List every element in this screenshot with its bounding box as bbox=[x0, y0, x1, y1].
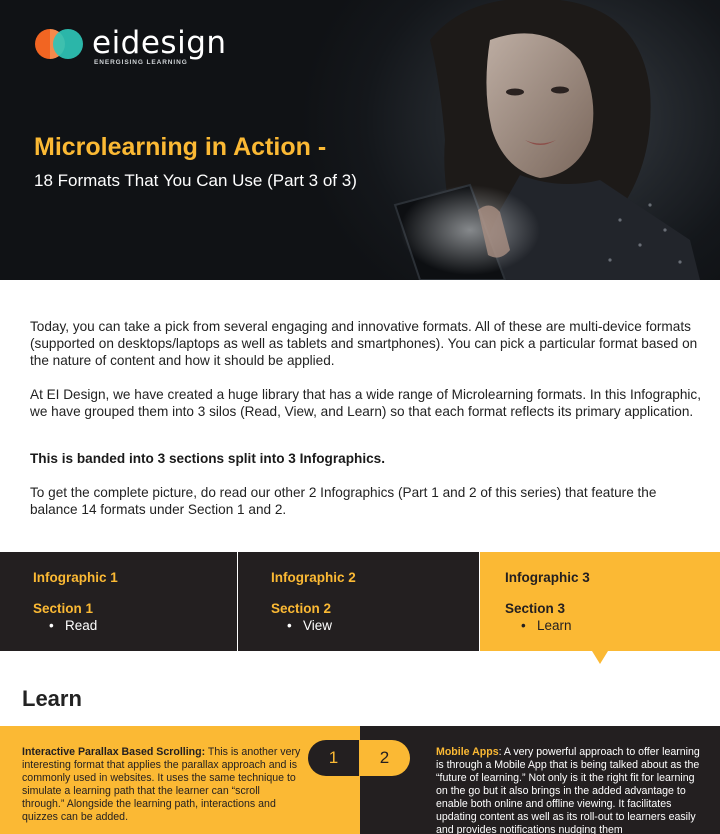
format-2-body: : A very powerful approach to offer learning is through a Mobile App that is being talked about as the “future of learning.” Not only is it the right fit for learning on the go but it also brings in the added advantage to enable both online and offline viewing. It facilitates updating content as well as its roll-out to learners easily and provides notifications nudging them bbox=[436, 746, 700, 834]
format-2-description bbox=[436, 746, 701, 834]
tab-infographic-2[interactable] bbox=[237, 552, 479, 651]
eidesign-logo[interactable] bbox=[34, 25, 227, 66]
tab-item: • Learn bbox=[521, 618, 572, 633]
format-number-pill bbox=[308, 740, 410, 776]
format-1-body: This is another very interesting format that applies the parallax approach and is commonly used in websites. It uses the same technique to simulate a learning path that the learner can “scroll through.” Alongside the learning path, interactions and quizzes can be added. bbox=[22, 746, 301, 823]
intro-paragraph-2: At EI Design, we have created a huge library that has a wide range of Microlearning formats. In this Infographic, we have grouped them into 3 silos (Read, View, and Learn) so that each format reflects its primary application. bbox=[30, 387, 701, 419]
intro-paragraph-3: This is banded into 3 sections split into 3 Infographics. bbox=[30, 451, 385, 466]
tab-item-label: View bbox=[302, 618, 333, 633]
hero-banner bbox=[0, 0, 720, 280]
tab-item: • Read bbox=[49, 618, 98, 633]
page-title: Microlearning in Action - bbox=[34, 133, 327, 161]
intro-section bbox=[30, 318, 702, 535]
tab-item-label: Read bbox=[64, 618, 98, 633]
tab-section: Section 3 bbox=[505, 601, 566, 616]
format-1-title: Interactive Parallax Based Scrolling: bbox=[22, 746, 206, 758]
tab-infographic-3[interactable] bbox=[479, 552, 720, 651]
section-heading-learn: Learn bbox=[22, 686, 82, 711]
format-1-description bbox=[22, 746, 302, 824]
logo-tagline: ENERGISING LEARNING bbox=[94, 59, 188, 66]
page-subtitle: 18 Formats That You Can Use (Part 3 of 3) bbox=[34, 171, 357, 190]
intro-paragraph-1: Today, you can take a pick from several engaging and innovative formats. All of these are multi-device formats (supported on desktops/laptops as well as tablets and smartphones). You can pick a particular format based on the nature of content and how it should be applied. bbox=[30, 319, 698, 368]
tab-item-label: Learn bbox=[536, 618, 572, 633]
logo-name: eidesign bbox=[92, 25, 227, 61]
tab-section: Section 1 bbox=[33, 601, 94, 616]
logo-mark-icon bbox=[34, 28, 86, 60]
tab-title: Infographic 3 bbox=[505, 570, 590, 585]
tab-title: Infographic 1 bbox=[33, 570, 118, 585]
intro-paragraph-4: To get the complete picture, do read our other 2 Infographics (Part 1 and 2 of this series) that feature the balance 14 formats under Section 1 and 2. bbox=[30, 485, 657, 517]
tab-item: • View bbox=[287, 618, 333, 633]
infographic-tabs bbox=[0, 552, 720, 651]
format-number-1: 1 bbox=[308, 740, 359, 776]
active-tab-pointer-icon bbox=[592, 651, 608, 664]
tab-section: Section 2 bbox=[271, 601, 332, 616]
tab-title: Infographic 2 bbox=[271, 570, 356, 585]
format-2-title: Mobile Apps bbox=[436, 746, 499, 758]
format-number-2: 2 bbox=[359, 740, 410, 776]
tab-infographic-1[interactable] bbox=[0, 552, 237, 651]
